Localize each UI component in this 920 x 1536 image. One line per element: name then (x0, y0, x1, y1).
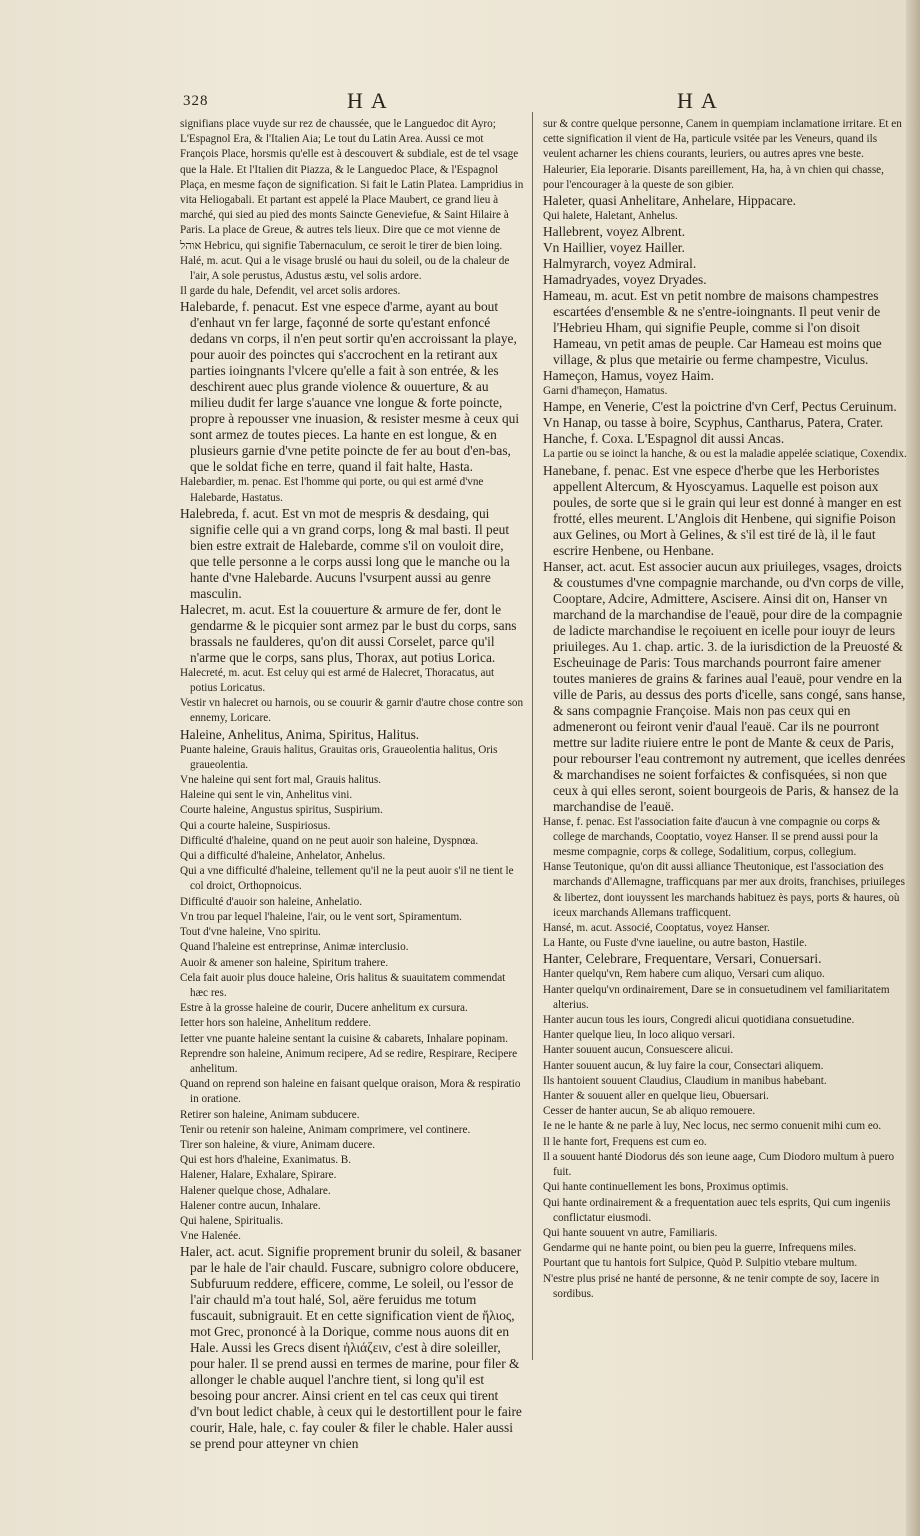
dictionary-entry: Hameçon, Hamus, voyez Haim. (543, 368, 715, 384)
dictionary-entry: Cesser de hanter aucun, Se ab aliquo remouere. (543, 1105, 756, 1118)
dictionary-entry: La Hante, ou Fuste d'vne iaueline, ou autre baston, Hastile. (543, 937, 807, 950)
dictionary-entry: Ils hantoient souuent Claudius, Claudium in manibus habebant. (543, 1074, 827, 1087)
dictionary-entry: Hanche, f. Coxa. L'Espagnol dit aussi Ancas. (543, 431, 785, 447)
dictionary-entry: Garni d'hameçon, Hamatus. (543, 385, 668, 398)
dictionary-entry: La partie ou se ioinct la hanche, & ou est la maladie appelée sciatique, Coxendix. (543, 448, 907, 461)
dictionary-entry: Qui hante continuellement les bons, Proximus optimis. (543, 1181, 789, 1194)
dictionary-entry: Halener, Halare, Exhalare, Spirare. (180, 1169, 337, 1182)
dictionary-entry: Hanter & souuent aller en quelque lieu, Obuersari. (543, 1090, 769, 1103)
right-column-heading: HA (677, 88, 725, 113)
dictionary-entry: Vn trou par lequel l'haleine, l'air, ou le vent sort, Spiramentum. (180, 910, 462, 923)
dictionary-entry: Halebarde, f. penacut. Est vne espece d'arme, ayant au bout d'enhaut vn fer large, façonné de sorte qu'estant enfoncé dedans vn corps, il n'en peut sortir qu'en accroissant la playe, pour auoir des poinctes qui s'accrochent en la retirant aux parties ioingnants l'vlcere qu'elle a fait à son entrée, & les deschirent auec plus grande violence & ouuerture, & au milieu dudit fer large s'auance vne longue & forte poincte, propre à repousser vne inuasion, & resister mesme à ceux qui sont armez de toutes pieces. La hante en est longue, & en plusieurs garnie d'vne petite poincte de fer au bout d'en-bas, que le soldat fiche en terre, quand il fait halte, Hasta. (180, 299, 520, 475)
dictionary-entry: Qui halete, Haletant, Anhelus. (543, 210, 678, 223)
dictionary-entry: Auoir & amener son haleine, Spiritum trahere. (180, 956, 389, 969)
dictionary-entry: Difficulté d'auoir son haleine, Anhelatio. (180, 895, 363, 908)
dictionary-entry: Qui est hors d'haleine, Exanimatus. B. (180, 1154, 352, 1167)
dictionary-entry: Hallebrent, voyez Albrent. (543, 224, 686, 240)
dictionary-entry: Il a souuent hanté Diodorus dés son ieune aage, Cum Diodoro multum à puero fuit. (543, 1150, 895, 1179)
dictionary-entry: Ietter vne puante haleine sentant la cuisine & cabarets, Inhalare popinam. (180, 1032, 509, 1045)
dictionary-entry: Halebardier, m. penac. Est l'homme qui porte, ou qui est armé d'vne Halebarde, Hastatus. (180, 476, 484, 504)
dictionary-entry: Tenir ou retenir son haleine, Animam comprimere, vel continere. (180, 1123, 471, 1136)
page-edge (906, 0, 920, 1536)
dictionary-entry: Halecret, m. acut. Est la couuerture & armure de fer, dont le gendarme & le picquier sont armez par le bust du corps, sans brassals ne faulderes, qu'on dit aussi Corselet, parce qu'il n'arme que le corps, sans plus, Thorax, aut potius Lorica. (180, 601, 517, 665)
dictionary-entry: Ie ne le hante & ne parle à luy, Nec locus, nec sermo conuenit mihi cum eo. (543, 1120, 882, 1133)
dictionary-entry: sur & contre quelque personne, Canem in quempiam inclamatione irritare. Et en cette signification il vient de Ha, particule vsitée par les Veneurs, quand ils veulent acharner les chiens courants, leuriers, ou autres apres vne beste. Haleurier, Eia leporarie. Disants pareillement, Ha, ha, à vn chien qui chasse, pour l'encourager à la queste de son gibier. (543, 118, 902, 191)
dictionary-entry: Cela fait auoir plus douce haleine, Oris halitus & suauitatem commendat hæc res. (180, 971, 506, 999)
dictionary-entry: Hanter quelqu'vn, Rem habere cum aliquo, Versari cum aliquo. (543, 968, 825, 981)
dictionary-entry: Vne Halenée. (180, 1230, 241, 1243)
dictionary-entry: Qui hante souuent vn autre, Familiaris. (543, 1226, 718, 1239)
dictionary-entry: Hanter, Celebrare, Frequentare, Versari, Conuersari. (543, 951, 822, 967)
dictionary-entry: Qui a vne difficulté d'haleine, tellement qu'il ne la peut auoir s'il ne tient le col droict, Orthopnoicus. (180, 865, 514, 893)
dictionary-entry: Hanter quelqu'vn ordinairement, Dare se in consuetudinem vel familiaritatem alterius. (543, 983, 890, 1011)
dictionary-entry: Estre à la grosse haleine de courir, Ducere anhelitum ex cursura. (180, 1002, 468, 1015)
dictionary-entry: Ietter hors son haleine, Anhelitum reddere. (180, 1017, 372, 1030)
dictionary-entry: Halmyrarch, voyez Admiral. (543, 256, 697, 272)
dictionary-entry: signifians place vuyde sur rez de chaussée, que le Languedoc dit Ayro; L'Espagnol Era, & l'Italien Aia; Le tout du Latin Area. Aussi ce mot François Place, horsmis qu'elle est à descouvert & subdiale, est de tel vsage que la Hale. Et l'Italien dit Piazza, & le Languedoc Place, & l'Espagnol Plaça, en mesme façon de signification. Si fait le Latin Platea. Lampridius in vita Heliogabali. Et partant est appelé la Place Maubert, ce grand lieu à marché, qui sied au pied des monts Saincte Geneviefue, & Saint Hilaire à Paris. La place de Greue, & autres tels lieux. Dire que ce mot vienne de אוהל Hebricu, qui signifie Tabernaculum, ce seroit le tirer de bien loing. (180, 118, 524, 252)
dictionary-entry: Vestir vn halecret ou harnois, ou se couurir & garnir d'autre chose contre son ennemy, Loricare. (180, 697, 524, 725)
dictionary-entry: Hanter souuent aucun, & luy faire la cour, Consectari aliquem. (543, 1059, 824, 1072)
dictionary-entry: Hanter quelque lieu, In loco aliquo versari. (543, 1029, 735, 1042)
dictionary-entry: Vn Haillier, voyez Hailler. (543, 240, 685, 256)
page-number: 328 (183, 93, 209, 109)
dictionary-entry: Tout d'vne haleine, Vno spiritu. (180, 926, 321, 939)
dictionary-entry: Quand on reprend son haleine en faisant quelque oraison, Mora & respiratio in oratione. (180, 1078, 521, 1106)
right-column (543, 117, 907, 1342)
dictionary-entry: Hanser, act. acut. Est associer aucun aux priuileges, vsages, droicts & coustumes d'vne compagnie marchande, ou d'vn corps de ville, Cooptare, Adcire, Admittere, Ascisere. Ainsi dit on, Hanser vn marchand de la marchandise de l'eauë, pour dire de la compagnie de ladicte marchandise le reçoiuent en icelle pour iouyr de leurs priuileges. Au 1. chap. artic. 3. de la iurisdiction de la Preuosté & Escheuinage de Paris: Tous marchands pourront faire amener toutes manieres de grains & farines aual l'eauë, pour vendre en la ville de Paris, au dessus des ports d'icelle, sans congé, sans hanse, & sans compagnie Françoise. Mais non pas ceux qui en admeneront ou feiront venir d'aual l'eauë. Car ils ne pourront mettre sur ladite riuiere entre le pont de Mante & ceux de Paris, pour rebourser l'eau contremont ny autrement, que icelles denrées & marchandises ne soient forfaictes & confisquées, si non que ceux à qui elles seront, soient bourgeois de Paris, & hansez de la marchandise de l'eauë. (543, 558, 906, 814)
dictionary-entry: Courte haleine, Angustus spiritus, Suspirium. (180, 804, 383, 817)
dictionary-entry: Haleine qui sent le vin, Anhelitus vini. (180, 789, 353, 802)
dictionary-entry: Puante haleine, Grauis halitus, Grauitas oris, Graueolentia halitus, Oris graueolentia. (180, 743, 498, 771)
dictionary-entry: Hampe, en Venerie, C'est la poictrine d'vn Cerf, Pectus Ceruinum. (543, 399, 897, 415)
dictionary-entry: Hamadryades, voyez Dryades. (543, 272, 707, 288)
dictionary-entry: Quand l'haleine est entreprinse, Animæ interclusio. (180, 941, 409, 954)
dictionary-entry: Gendarme qui ne hante point, ou bien peu la guerre, Infrequens miles. (543, 1242, 857, 1255)
dictionary-entry: Retirer son haleine, Animam subducere. (180, 1108, 360, 1121)
dictionary-entry: Halé, m. acut. Qui a le visage bruslé ou haui du soleil, ou de la chaleur de l'air, A sole perustus, Adustus æstu, vel solis ardore. (180, 254, 510, 283)
dictionary-entry: Hameau, m. acut. Est vn petit nombre de maisons champestres escartées d'ensemble & ne s'entre-ioingnants. Il peut venir de l'Hebrieu Hham, qui signifie Peuple, comme si l'on disoit Hameau, vn petit amas de peuple. Car Hameau est moins que village, & plus que metairie ou ferme champestre, Viculus. (543, 288, 882, 368)
dictionary-entry: N'estre plus prisé ne hanté de personne, & ne tenir compte de soy, Iacere in sordibus. (543, 1272, 880, 1300)
dictionary-entry: Hansé, m. acut. Associé, Cooptatus, voyez Hanser. (543, 922, 770, 935)
dictionary-entry: Halener quelque chose, Adhalare. (180, 1184, 331, 1197)
dictionary-entry: Halecreté, m. acut. Est celuy qui est armé de Halecret, Thoracatus, aut potius Loricatus. (180, 666, 495, 695)
left-column-heading: HA (347, 88, 395, 113)
dictionary-entry: Hanter souuent aucun, Consuescere alicui. (543, 1044, 734, 1057)
dictionary-entry: Hanter aucun tous les iours, Congredi alicui quotidiana consuetudine. (543, 1014, 855, 1027)
left-column (180, 117, 524, 1452)
dictionary-entry: Hanse, f. penac. Est l'association faite d'aucun à vne compagnie ou corps & college de marchands, Cooptatio, voyez Hanser. Il se prend aussi pour la mesme compagnie, corps & college, Sodalitium, corpus, collegium. (543, 815, 881, 859)
dictionary-entry: Haleter, quasi Anhelitare, Anhelare, Hippacare. (543, 193, 797, 209)
dictionary-entry: Hanse Teutonique, qu'on dit aussi alliance Theutonique, est l'association des marchands d'Allemagne, trafficquans par mer aux droits, franchises, priuileges & libertez, dont iouyssent les marchands habituez ès pays, ports & haures, où iceux marchands Allemans trafficquent. (543, 861, 905, 919)
dictionary-entry: Qui a courte haleine, Suspiriosus. (180, 819, 331, 832)
dictionary-entry: Haleine, Anhelitus, Anima, Spiritus, Halitus. (180, 726, 420, 742)
dictionary-entry: Reprendre son haleine, Animum recipere, Ad se redire, Respirare, Recipere anhelitum. (180, 1047, 518, 1075)
dictionary-entry: Haler, act. acut. Signifie proprement brunir du soleil, & basaner par le hale de l'air chauld. Fuscare, subnigro colore obducere, Subfuruum reddere, efficere, comme, Le soleil, ou l'essor de l'air chauld m'a tout halé, Sol, aëre feruidus me totum fuscauit, subnigrauit. Et en cette signification vient de ἥλιος, mot Grec, prononcé à la Dorique, comme nous auons dit en Hale. Aussi les Grecs disent ἡλιάζειν, c'est à dire soleiller, pour haler. Il se prend aussi en termes de marine, pour filer & allonger le chable auquel l'anchre tient, si long qu'il est besoing pour ancrer. Ainsi crient en tel cas ceux qui tirent d'vn bout ledict chable, à ceux qui le destortillent pour le faire courir, Hale, hale, c. fay couler & filer le chable. Haler aussi se prend pour atteyner vn chien (180, 1244, 522, 1452)
dictionary-entry: Tirer son haleine, & viure, Animam ducere. (180, 1138, 376, 1151)
dictionary-entry: Qui a difficulté d'haleine, Anhelator, Anhelus. (180, 850, 386, 863)
dictionary-entry: Qui halene, Spiritualis. (180, 1214, 284, 1227)
dictionary-entry: Pourtant que tu hantois fort Sulpice, Quòd P. Sulpitio vtebare multum. (543, 1257, 858, 1270)
dictionary-entry: Halebreda, f. acut. Est vn mot de mespris & desdaing, qui signifie celle qui a vn grand corps, long & mal basti. Il peut bien estre extrait de Halebarde, comme s'il on vouloit dire, que telle personne a le corps aussi long que le manche ou la hante d'vne Halebarde. Aucuns l'vsurpent aussi au genre masculin. (180, 505, 510, 601)
dictionary-entry: Difficulté d'haleine, quand on ne peut auoir son haleine, Dyspnœa. (180, 834, 479, 847)
column-divider (532, 112, 533, 1360)
dictionary-entry: Il le hante fort, Frequens est cum eo. (543, 1135, 707, 1148)
dictionary-entry: Qui hante ordinairement & a frequentation auec tels esprits, Qui cum ingeniis conflictatur eiusmodi. (543, 1196, 891, 1224)
dictionary-entry: Vne haleine qui sent fort mal, Grauis halitus. (180, 774, 382, 787)
dictionary-entry: Il garde du hale, Defendit, vel arcet solis ardores. (180, 285, 401, 298)
dictionary-entry: Vn Hanap, ou tasse à boire, Scyphus, Cantharus, Patera, Crater. (543, 415, 884, 431)
dictionary-entry: Hanebane, f. penac. Est vne espece d'herbe que les Herboristes appellent Altercum, & Hyoscyamus. Laquelle est poison aux poules, de sorte que si le grain qui leur est donné à manger en est frotté, elles meurent. L'Anglois dit Henbene, qui signifie Poison aux Gelines, ou Mort à Gelines, & s'il est tiré de là, il le faut escrire Henbene, ou Henbane. (543, 462, 902, 558)
dictionary-entry: Halener contre aucun, Inhalare. (180, 1199, 321, 1212)
